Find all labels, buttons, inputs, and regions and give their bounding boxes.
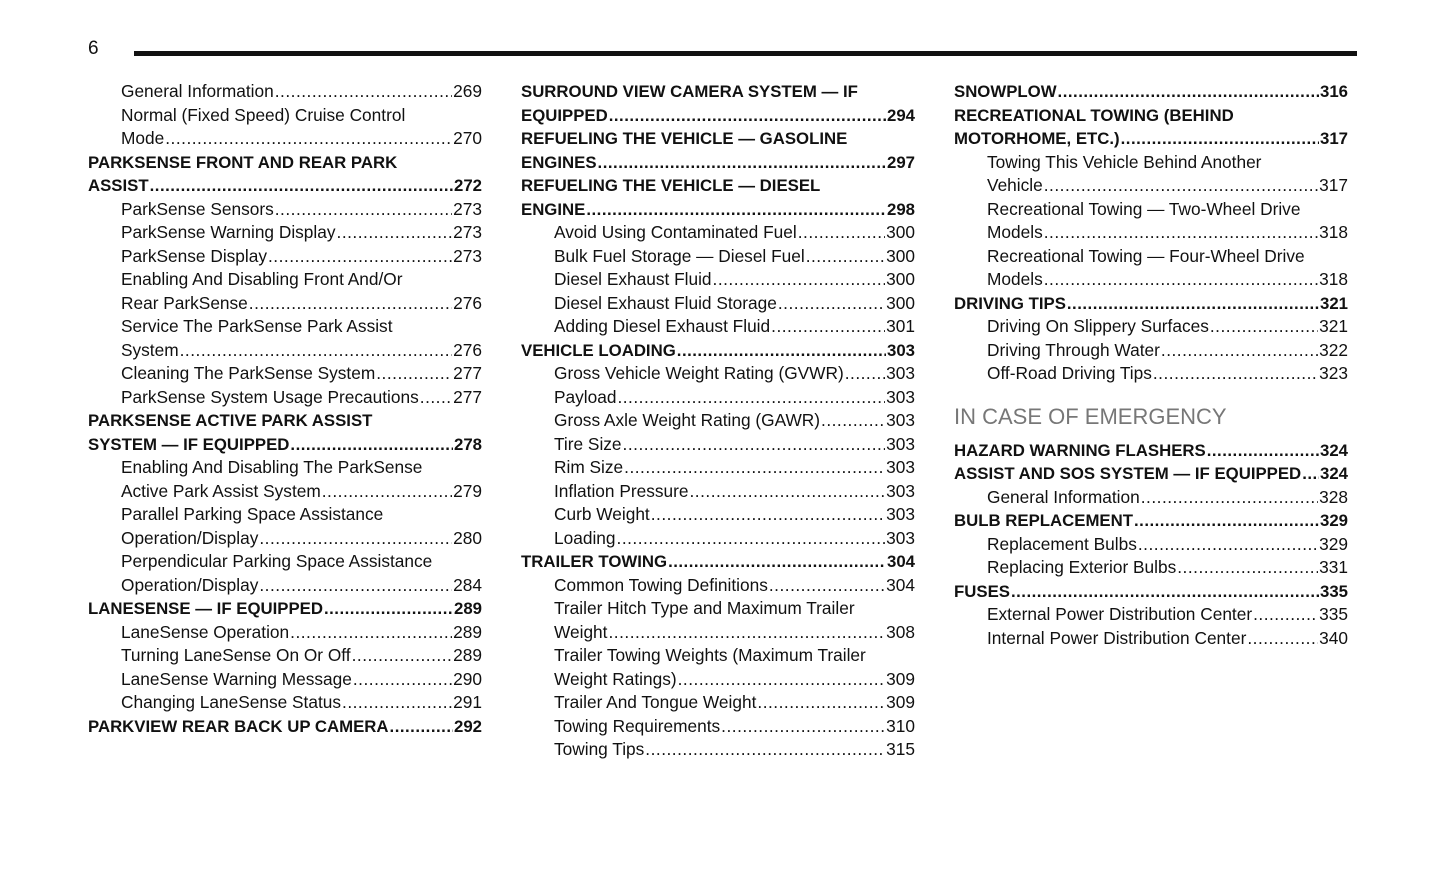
page-ref: 316 — [1320, 82, 1348, 101]
dot-leader — [757, 691, 885, 715]
dot-leader — [275, 80, 452, 104]
entry-title: Recreational Towing — Two-Wheel Drive — [987, 198, 1301, 219]
toc-sub-entry[interactable] — [88, 550, 482, 597]
toc-sub-entry[interactable] — [521, 503, 915, 527]
entry-title: Operation/Display — [121, 527, 259, 548]
dot-leader — [678, 668, 886, 692]
entry-title: Trailer Towing Weights (Maximum Trailer — [554, 645, 866, 665]
toc-sub-entry[interactable] — [88, 80, 482, 104]
page-ref: 303 — [886, 457, 915, 477]
toc-sub-entry[interactable] — [88, 198, 482, 222]
entry-title: REFUELING THE VEHICLE — GASOLINE — [521, 129, 848, 148]
page-ref: 318 — [1319, 269, 1348, 289]
entry-title: Parallel Parking Space Assistance — [121, 504, 384, 524]
entry-title: Rear ParkSense — [121, 292, 248, 313]
header-rule — [134, 51, 1357, 56]
entry-title: ENGINE — [521, 199, 586, 219]
toc-sub-entry[interactable] — [521, 715, 915, 739]
toc-sub-entry[interactable] — [521, 386, 915, 410]
page-ref: 315 — [886, 739, 915, 759]
page-number: 6 — [88, 38, 99, 59]
dot-leader — [1210, 315, 1318, 339]
dot-leader — [1067, 292, 1319, 316]
dot-leader — [268, 245, 452, 269]
entry-title: Perpendicular Parking Space Assistance — [121, 551, 433, 571]
toc-sub-entry[interactable] — [954, 486, 1348, 510]
entry-title: System — [121, 339, 179, 360]
dot-leader — [651, 503, 885, 527]
entry-title: HAZARD WARNING FLASHERS — [954, 440, 1206, 460]
dot-leader — [1302, 462, 1319, 486]
toc-sub-entry[interactable] — [954, 533, 1348, 557]
entry-title: Enabling And Disabling Front And/Or — [121, 269, 403, 289]
entry-title: Changing LaneSense Status — [121, 692, 342, 712]
entry-title: ENGINES — [521, 152, 597, 172]
dot-leader — [1253, 603, 1318, 627]
entry-title: ParkSense Display — [121, 245, 267, 266]
toc-sub-entry[interactable] — [954, 198, 1348, 245]
toc-main-entry[interactable] — [88, 409, 482, 456]
page-ref: 310 — [886, 715, 915, 736]
dot-leader — [1247, 627, 1318, 651]
toc-sub-entry[interactable] — [88, 315, 482, 362]
toc-sub-entry[interactable] — [88, 644, 482, 668]
entry-title: Operation/Display — [121, 574, 259, 595]
page-ref: 280 — [453, 527, 482, 548]
toc-main-entry[interactable] — [521, 174, 915, 221]
page-ref: 297 — [887, 152, 915, 172]
entry-title: Common Towing Definitions — [554, 574, 768, 595]
dot-leader — [1058, 80, 1319, 104]
toc-sub-entry[interactable] — [521, 644, 915, 691]
toc-main-entry[interactable] — [88, 597, 482, 621]
entry-title: Trailer And Tongue Weight — [554, 692, 757, 712]
dot-leader — [150, 174, 453, 198]
page-ref: 303 — [886, 527, 915, 548]
entry-title: Driving Through Water — [987, 339, 1160, 360]
page-ref: 308 — [886, 621, 915, 642]
page-ref: 272 — [454, 176, 482, 195]
toc-main-entry[interactable] — [521, 127, 915, 174]
page-ref: 322 — [1319, 339, 1348, 360]
entry-title: Curb Weight — [554, 504, 650, 524]
toc-sub-entry[interactable] — [521, 574, 915, 598]
page-ref: 300 — [886, 222, 915, 242]
dot-leader — [259, 574, 452, 598]
page-ref: 328 — [1319, 486, 1348, 507]
entry-title: ParkSense Warning Display — [121, 222, 336, 242]
toc-sub-entry[interactable] — [88, 621, 482, 645]
page-ref: 321 — [1320, 293, 1348, 313]
page-ref: 324 — [1320, 464, 1348, 483]
dot-leader — [1141, 486, 1318, 510]
entry-title: Service The ParkSense Park Assist — [121, 316, 393, 336]
entry-title: Towing Requirements — [554, 715, 721, 736]
toc-sub-entry[interactable] — [521, 221, 915, 245]
entry-title: Tire Size — [554, 433, 622, 454]
toc-sub-entry[interactable] — [88, 104, 482, 151]
entry-title: Avoid Using Contaminated Fuel — [554, 222, 797, 242]
page-ref: 294 — [887, 105, 915, 125]
toc-main-entry[interactable] — [954, 580, 1348, 604]
dot-leader — [352, 644, 453, 668]
page-ref: 323 — [1319, 363, 1348, 383]
toc-sub-entry[interactable] — [521, 480, 915, 504]
entry-title: REFUELING THE VEHICLE — DIESEL — [521, 176, 821, 195]
entry-title: Gross Vehicle Weight Rating (GVWR) — [554, 363, 844, 383]
toc-main-entry[interactable] — [954, 292, 1348, 316]
entry-title: Recreational Towing — Four-Wheel Drive — [987, 245, 1305, 266]
dot-leader — [290, 433, 453, 457]
dot-leader — [771, 315, 885, 339]
entry-title: EQUIPPED — [521, 105, 608, 125]
dot-leader — [668, 550, 886, 574]
page-ref: 269 — [453, 81, 482, 101]
entry-title: Payload — [554, 386, 617, 407]
dot-leader — [1044, 268, 1318, 292]
entry-title: Weight Ratings) — [554, 668, 677, 689]
toc-sub-entry[interactable] — [88, 362, 482, 386]
dot-leader — [586, 198, 886, 222]
page-ref: 303 — [886, 363, 915, 383]
page-ref: 277 — [453, 386, 482, 407]
toc-sub-entry[interactable] — [88, 245, 482, 269]
dot-leader — [1121, 127, 1319, 151]
toc-main-entry[interactable] — [954, 104, 1348, 151]
entry-title: LaneSense Operation — [121, 621, 290, 642]
entry-title: Models — [987, 222, 1043, 242]
entry-title: Trailer Hitch Type and Maximum Trailer — [554, 598, 855, 618]
section-title: IN CASE OF EMERGENCY — [954, 403, 1227, 429]
toc-sub-entry[interactable] — [954, 556, 1348, 580]
dot-leader — [609, 104, 886, 128]
toc-column-3 — [954, 80, 1348, 650]
dot-leader — [1207, 439, 1319, 463]
page-ref: 273 — [453, 198, 482, 219]
entry-title: External Power Distribution Center — [987, 604, 1253, 624]
toc-sub-entry[interactable] — [521, 738, 915, 762]
page-ref: 298 — [887, 199, 915, 219]
entry-title: MOTORHOME, ETC.) — [954, 129, 1120, 148]
entry-title: Off-Road Driving Tips — [987, 363, 1152, 383]
page-ref: 303 — [886, 433, 915, 454]
entry-title: Adding Diesel Exhaust Fluid — [554, 316, 771, 336]
dot-leader — [376, 362, 452, 386]
entry-title: RECREATIONAL TOWING (BEHIND — [954, 105, 1234, 125]
dot-leader — [165, 127, 452, 151]
entry-title: Gross Axle Weight Rating (GAWR) — [554, 410, 821, 430]
page-ref: 340 — [1319, 627, 1348, 648]
dot-leader — [778, 292, 885, 316]
toc-sub-entry[interactable] — [88, 386, 482, 410]
entry-title: Models — [987, 269, 1043, 289]
toc-sub-entry[interactable] — [521, 245, 915, 269]
page-ref: 277 — [453, 363, 482, 383]
page-ref: 317 — [1319, 175, 1348, 195]
page-ref: 276 — [453, 339, 482, 360]
entry-title: Replacement Bulbs — [987, 533, 1137, 554]
entry-title: Inflation Pressure — [554, 480, 689, 501]
page-ref: 300 — [886, 269, 915, 289]
page-ref: 303 — [886, 386, 915, 407]
page-ref: 335 — [1319, 604, 1348, 624]
page-ref: 317 — [1320, 129, 1348, 148]
dot-leader — [390, 715, 453, 739]
toc-main-entry[interactable] — [954, 439, 1348, 463]
entry-title: SYSTEM — IF EQUIPPED — [88, 434, 290, 454]
dot-leader — [180, 339, 453, 363]
toc-main-entry[interactable] — [954, 462, 1348, 486]
toc-sub-entry[interactable] — [954, 603, 1348, 627]
dot-leader — [806, 245, 885, 269]
dot-leader — [1044, 174, 1318, 198]
toc-sub-entry[interactable] — [88, 668, 482, 692]
toc-sub-entry[interactable] — [954, 151, 1348, 198]
page-ref: 329 — [1319, 533, 1348, 554]
entry-title: ParkSense System Usage Precautions — [121, 386, 419, 407]
dot-leader — [617, 386, 885, 410]
entry-title: Diesel Exhaust Fluid — [554, 269, 712, 289]
page-ref: 270 — [453, 128, 482, 148]
page-ref: 309 — [886, 668, 915, 689]
entry-title: Internal Power Distribution Center — [987, 627, 1247, 648]
toc-column-1 — [88, 80, 482, 738]
entry-title: PARKSENSE ACTIVE PARK ASSIST — [88, 411, 373, 430]
page-ref: 276 — [453, 292, 482, 313]
page-ref: 284 — [453, 574, 482, 595]
dot-leader — [769, 574, 885, 598]
dot-leader — [249, 292, 452, 316]
toc-main-entry[interactable] — [521, 550, 915, 574]
entry-title: Replacing Exterior Bulbs — [987, 557, 1177, 577]
dot-leader — [342, 691, 452, 715]
dot-leader — [608, 621, 885, 645]
dot-leader — [324, 597, 453, 621]
page-ref: 278 — [454, 434, 482, 454]
toc-main-entry[interactable] — [88, 151, 482, 198]
page-ref: 292 — [454, 716, 482, 736]
dot-leader — [290, 621, 452, 645]
dot-leader — [798, 221, 885, 245]
dot-leader — [259, 527, 452, 551]
toc-sub-entry[interactable] — [954, 245, 1348, 292]
entry-title: Towing This Vehicle Behind Another — [987, 151, 1262, 172]
toc-main-entry[interactable] — [954, 509, 1348, 533]
page-ref: 318 — [1319, 222, 1348, 242]
page-ref: 273 — [453, 222, 482, 242]
dot-leader — [617, 527, 886, 551]
toc-sub-entry[interactable] — [954, 362, 1348, 386]
dot-leader — [624, 456, 885, 480]
toc-sub-entry[interactable] — [521, 362, 915, 386]
entry-title: Driving On Slippery Surfaces — [987, 316, 1209, 336]
dot-leader — [1161, 339, 1318, 363]
entry-title: FUSES — [954, 581, 1010, 601]
dot-leader — [1138, 533, 1318, 557]
entry-title: VEHICLE LOADING — [521, 340, 676, 360]
page-ref: 289 — [453, 621, 482, 642]
toc-sub-entry[interactable] — [954, 627, 1348, 651]
dot-leader — [353, 668, 452, 692]
dot-leader — [322, 480, 452, 504]
dot-leader — [420, 386, 452, 410]
page-ref: 289 — [453, 645, 482, 665]
dot-leader — [1153, 362, 1318, 386]
entry-title: Bulk Fuel Storage — Diesel Fuel — [554, 245, 805, 266]
toc-sub-entry[interactable] — [88, 503, 482, 550]
page-ref: 279 — [453, 480, 482, 501]
page-ref: 303 — [886, 410, 915, 430]
entry-title: ParkSense Sensors — [121, 198, 274, 219]
toc-sub-entry[interactable] — [521, 527, 915, 551]
toc-main-entry[interactable] — [521, 339, 915, 363]
toc-sub-entry[interactable] — [88, 456, 482, 503]
toc-sub-entry[interactable] — [521, 456, 915, 480]
dot-leader — [1134, 509, 1319, 533]
page-ref: 324 — [1320, 440, 1348, 460]
entry-title: LaneSense Warning Message — [121, 668, 352, 689]
entry-title: Vehicle — [987, 175, 1043, 195]
entry-title: SNOWPLOW — [954, 82, 1057, 101]
page-ref: 291 — [453, 692, 482, 712]
entry-title: Turning LaneSense On Or Off — [121, 645, 351, 665]
page-ref: 335 — [1320, 581, 1348, 601]
entry-title: Normal (Fixed Speed) Cruise Control — [121, 104, 406, 125]
dot-leader — [689, 480, 885, 504]
toc-sub-entry[interactable] — [521, 409, 915, 433]
entry-title: BULB REPLACEMENT — [954, 511, 1133, 530]
page-ref: 300 — [886, 292, 915, 313]
toc-sub-entry[interactable] — [521, 292, 915, 316]
dot-leader — [1177, 556, 1318, 580]
entry-title: LANESENSE — IF EQUIPPED — [88, 599, 323, 618]
page-ref: 301 — [886, 316, 915, 336]
toc-sub-entry[interactable] — [88, 221, 482, 245]
entry-title: Enabling And Disabling The ParkSense — [121, 457, 423, 477]
dot-leader — [677, 339, 886, 363]
toc-sub-entry[interactable] — [521, 315, 915, 339]
dot-leader — [1044, 221, 1318, 245]
entry-title: ASSIST — [88, 176, 149, 195]
page-ref: 331 — [1319, 557, 1348, 577]
entry-title: PARKSENSE FRONT AND REAR PARK — [88, 152, 398, 172]
entry-title: Mode — [121, 128, 165, 148]
page-ref: 303 — [886, 480, 915, 501]
entry-title: Diesel Exhaust Fluid Storage — [554, 292, 777, 313]
entry-title: PARKVIEW REAR BACK UP CAMERA — [88, 716, 389, 736]
toc-sub-entry[interactable] — [88, 268, 482, 315]
toc-sub-entry[interactable] — [88, 691, 482, 715]
page-ref: 304 — [887, 552, 915, 571]
page-ref: 300 — [886, 245, 915, 266]
entry-title: Active Park Assist System — [121, 480, 321, 501]
dot-leader — [1011, 580, 1319, 604]
page-ref: 290 — [453, 668, 482, 689]
toc-sub-entry[interactable] — [521, 268, 915, 292]
page-ref: 304 — [886, 574, 915, 595]
page-ref: 273 — [453, 245, 482, 266]
dot-leader — [275, 198, 452, 222]
page-ref: 289 — [454, 599, 482, 618]
dot-leader — [337, 221, 453, 245]
page-ref: 309 — [886, 692, 915, 712]
entry-title: Rim Size — [554, 457, 624, 477]
dot-leader — [713, 268, 886, 292]
page-ref: 321 — [1319, 316, 1348, 336]
dot-leader — [845, 362, 885, 386]
toc-main-entry[interactable] — [88, 715, 482, 739]
entry-title: Weight — [554, 621, 608, 642]
toc-sub-entry[interactable] — [521, 691, 915, 715]
dot-leader — [721, 715, 885, 739]
entry-title: TRAILER TOWING — [521, 552, 668, 571]
page-ref: 303 — [886, 504, 915, 524]
toc-sub-entry[interactable] — [521, 433, 915, 457]
dot-leader — [623, 433, 886, 457]
toc-main-entry[interactable] — [521, 80, 915, 127]
entry-title: General Information — [987, 486, 1140, 507]
toc-column-2 — [521, 80, 915, 762]
dot-leader — [821, 409, 885, 433]
toc-sub-entry[interactable] — [954, 339, 1348, 363]
dot-leader — [598, 151, 886, 175]
toc-sub-entry[interactable] — [521, 597, 915, 644]
entry-title: Loading — [554, 527, 616, 548]
toc-sub-entry[interactable] — [954, 315, 1348, 339]
entry-title: General Information — [121, 81, 274, 101]
entry-title: ASSIST AND SOS SYSTEM — IF EQUIPPED — [954, 464, 1302, 483]
entry-title: Towing Tips — [554, 739, 645, 759]
entry-title: DRIVING TIPS — [954, 293, 1066, 313]
entry-title: SURROUND VIEW CAMERA SYSTEM — IF — [521, 82, 858, 101]
page-ref: 303 — [887, 340, 915, 360]
dot-leader — [645, 738, 885, 762]
entry-title: Cleaning The ParkSense System — [121, 363, 376, 383]
page-ref: 329 — [1320, 511, 1348, 530]
toc-main-entry[interactable] — [954, 80, 1348, 104]
